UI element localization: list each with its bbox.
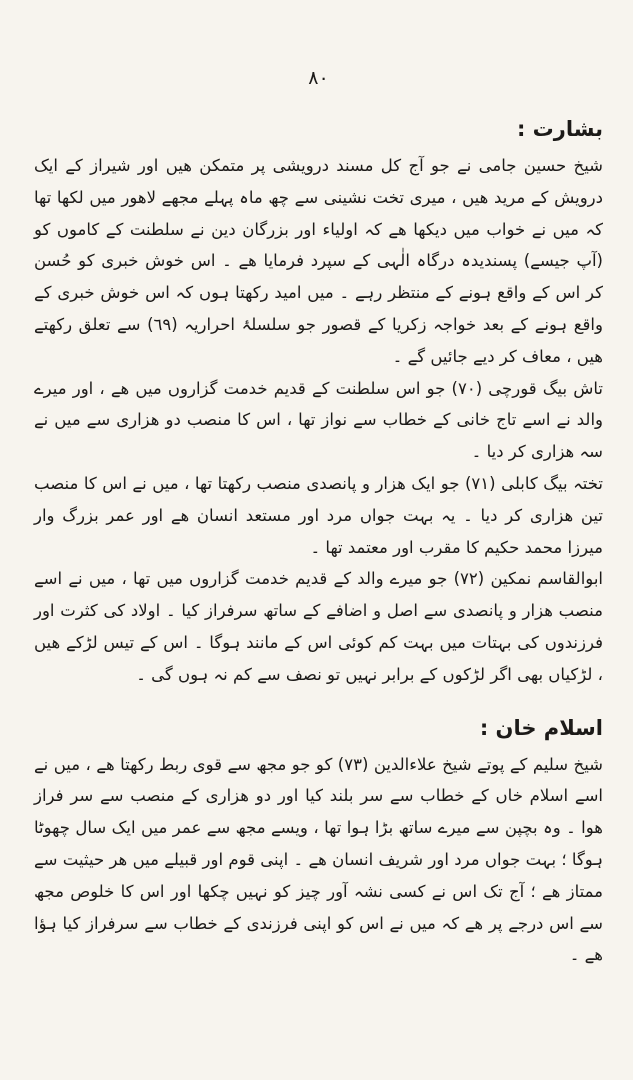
paragraph: تختہ بیگ کابلی (٧١) جو ایک ھزار و پانصدی منصب رکھتا تھا ، میں نے اس کا منصب تین ھزاری کر دیا ۔ یہ بہت جواں مرد اور مستعد انسان ھے اور عمر بزرگ وار میرزا محمد حکیم کا مقرب اور معتمد تھا ۔: [34, 473, 604, 557]
section-heading-islam-khan: اسلام خان :: [479, 715, 603, 740]
paragraph: شیخ حسین جامی نے جو آج کل مسند درویشی پر متمکن ھیں اور شیراز کے ایک درویش کے مرید ھیں ، میری تخت نشینی سے چھ ماہ پہلے مجھے لاھور میں لکھا تھا کہ میں نے خواب میں دیکھا ھے کہ اولیاء اور بزرگان دین نے سلطنت کے کاموں کو (آپ جیسے) پسندیدہ درگاہ الٰہی کے سپرد فرمایا ھے ۔ اس خوش خبری کو حُسن کر اس کے واقع ہونے کے منتظر رہے ۔ میں امید رکھتا ہوں کہ اس خوش خبری کے واقع ہونے کے بعد خواجہ زکریا کے قصور جو سلسلۂ احراریہ (٦٩) سے تعلق رکھتے ھیں ، معاف کر دیے جائیں گے ۔: [34, 156, 603, 366]
paragraph: تاش بیگ قورچی (٧٠) جو اس سلطنت کے قدیم خدمت گزاروں میں ھے ، اور میرے والد نے اسے تاج خانی کے خطاب سے نواز تھا ، اس کا منصب دو ھزاری سے میں نے سہ ھزاری کر دیا ۔: [34, 378, 603, 462]
paragraph: ابوالقاسم نمکین (٧٢) جو میرے والد کے قدیم خدمت گزاروں میں تھا ، میں نے اسے منصب ھزار و پانصدی سے اصل و اضافے کے ساتھ سرفراز کیا ۔ اولاد کی کثرت اور فرزندوں کی بہتات میں بہت کم کوئی اس کے مانند ہوگا ۔ اس کے تیس لڑکے ھیں ، لڑکیاں بھی اگر لڑکوں کے برابر نہیں تو نصف سے کم نہ ہوں گی ۔: [34, 569, 603, 684]
section-heading-basharat: بشارت :: [516, 117, 603, 141]
page-number: ٨٠: [308, 67, 329, 89]
paragraph: شیخ سلیم کے پوتے شیخ علاءالدین (٧٣) کو جو مجھ سے قوی ربط رکھتا ھے ، میں نے اسے اسلام خاں کے خطاب سے سر بلند کیا اور دو ھزاری کے منصب سے سر فراز ھوا ۔ وہ بچپن سے میرے ساتھ بڑا ہوا تھا ، ویسے مجھ سے عمر میں ایک سال چھوٹا ہوگا ؛ بہت جواں مرد اور شریف انسان ھے ۔ اپنی قوم اور قبیلے میں ھر حیثیت سے ممتاز ھے ؛ آج تک اس نے کسی نشہ آور چیز کو نہیں چکھا اور اس کا خلوص مجھ سے اس درجے پر ھے کہ میں نے اس کو اپنی فرزندی کے خطاب سے سرفراز کیا ہؤا ھے ۔: [34, 754, 603, 965]
